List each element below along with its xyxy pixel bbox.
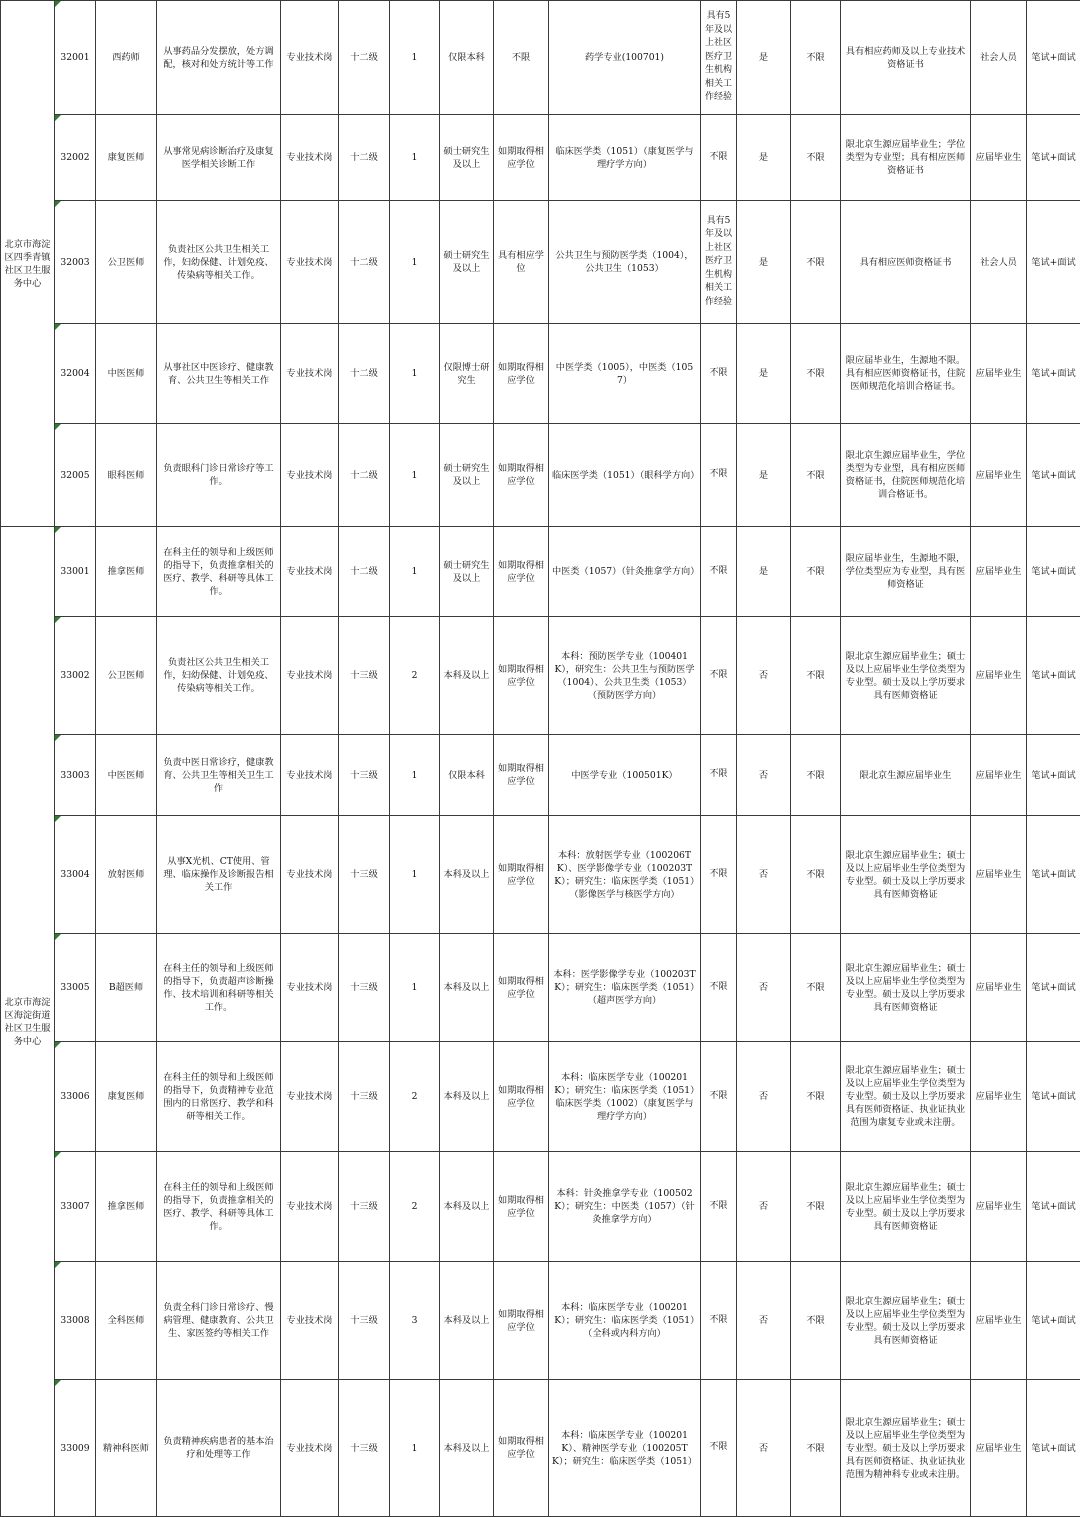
education-requirement: 本科及以上 bbox=[440, 1042, 494, 1152]
position-name: B超医师 bbox=[96, 934, 157, 1042]
table-row bbox=[1, 1042, 1080, 1152]
cell-comment-marker-icon bbox=[55, 1262, 61, 1268]
exam-method: 笔试+面试 bbox=[1027, 816, 1080, 934]
position-name: 精神科医师 bbox=[96, 1380, 157, 1517]
exam-method: 笔试+面试 bbox=[1027, 527, 1080, 617]
major-requirement: 本科：预防医学专业（100401K），研究生：公共卫生与预防医学（1004）、公共卫生类（1053）（预防医学方向） bbox=[549, 617, 701, 735]
position-level: 十二级 bbox=[339, 1, 390, 115]
other-requirements: 限北京生源应届毕业生 bbox=[841, 735, 971, 816]
education-requirement: 本科及以上 bbox=[440, 934, 494, 1042]
position-category: 专业技术岗 bbox=[281, 424, 339, 527]
table-row bbox=[1, 816, 1080, 934]
major-requirement: 中医类（1057）（针灸推拿学方向） bbox=[549, 527, 701, 617]
job-code bbox=[55, 1152, 96, 1262]
job-code-text: 32003 bbox=[60, 257, 89, 268]
experience-requirement: 不限 bbox=[701, 1042, 737, 1152]
position-name: 公卫医师 bbox=[96, 617, 157, 735]
job-code bbox=[55, 324, 96, 424]
cell-comment-marker-icon bbox=[55, 735, 61, 741]
beijing-hukou-requirement: 否 bbox=[737, 735, 791, 816]
beijing-hukou-requirement: 否 bbox=[737, 1042, 791, 1152]
experience-requirement: 不限 bbox=[701, 735, 737, 816]
job-code bbox=[55, 735, 96, 816]
job-code-text: 33003 bbox=[60, 770, 89, 781]
beijing-hukou-requirement: 否 bbox=[737, 617, 791, 735]
position-level: 十二级 bbox=[339, 115, 390, 201]
position-level: 十三级 bbox=[339, 1380, 390, 1517]
table-row bbox=[1, 617, 1080, 735]
recruit-target: 应届毕业生 bbox=[971, 934, 1027, 1042]
job-duty: 从事社区中医诊疗、健康教育、公共卫生等相关工作 bbox=[157, 324, 281, 424]
hiring-count: 1 bbox=[390, 934, 440, 1042]
other-requirements: 限应届毕业生，生源地不限。具有相应医师资格证书，住院医师规范化培训合格证书。 bbox=[841, 324, 971, 424]
cell-comment-marker-icon bbox=[55, 816, 61, 822]
age-requirement: 不限 bbox=[791, 934, 841, 1042]
other-requirements: 限北京生源应届毕业生；硕士及以上应届毕业生学位类型为专业型。硕士及以上学历要求具有医师资格证 bbox=[841, 934, 971, 1042]
other-requirements: 限北京生源应届毕业生，学位类型为专业型，具有相应医师资格证书，住院医师规范化培训合格证书。 bbox=[841, 424, 971, 527]
exam-method: 笔试+面试 bbox=[1027, 617, 1080, 735]
age-requirement: 不限 bbox=[791, 324, 841, 424]
position-level: 十二级 bbox=[339, 324, 390, 424]
experience-requirement: 具有5年及以上社区医疗卫生机构相关工作经验 bbox=[701, 201, 737, 324]
major-requirement: 中医学类（1005），中医类（1057） bbox=[549, 324, 701, 424]
job-code bbox=[55, 424, 96, 527]
major-requirement: 临床医学类（1051）（眼科学方向） bbox=[549, 424, 701, 527]
experience-requirement: 不限 bbox=[701, 1262, 737, 1380]
other-requirements: 限北京生源应届毕业生；学位类型为专业型；具有相应医师资格证书 bbox=[841, 115, 971, 201]
job-duty: 在科主任的领导和上级医师的指导下，负责推拿相关的医疗、教学、科研等具体工作。 bbox=[157, 1152, 281, 1262]
experience-requirement: 具有5年及以上社区医疗卫生机构相关工作经验 bbox=[701, 1, 737, 115]
job-code-text: 33008 bbox=[60, 1315, 89, 1326]
position-level: 十三级 bbox=[339, 735, 390, 816]
table-row bbox=[1, 1262, 1080, 1380]
education-requirement: 本科及以上 bbox=[440, 1152, 494, 1262]
position-name: 中医医师 bbox=[96, 735, 157, 816]
major-requirement: 公共卫生与预防医学类（1004），公共卫生（1053） bbox=[549, 201, 701, 324]
exam-method: 笔试+面试 bbox=[1027, 324, 1080, 424]
job-code-text: 33002 bbox=[60, 670, 89, 681]
hiring-count: 2 bbox=[390, 617, 440, 735]
table-row bbox=[1, 324, 1080, 424]
cell-comment-marker-icon bbox=[55, 527, 61, 533]
table-row bbox=[1, 1380, 1080, 1517]
other-requirements: 限北京生源应届毕业生；硕士及以上应届毕业生学位类型为专业型。硕士及以上学历要求具有医师资格证、执业证执业范围为康复专业或未注册。 bbox=[841, 1042, 971, 1152]
beijing-hukou-requirement: 是 bbox=[737, 1, 791, 115]
position-level: 十二级 bbox=[339, 527, 390, 617]
hiring-count: 1 bbox=[390, 1, 440, 115]
position-category: 专业技术岗 bbox=[281, 816, 339, 934]
job-code bbox=[55, 201, 96, 324]
recruit-target: 应届毕业生 bbox=[971, 1042, 1027, 1152]
cell-comment-marker-icon bbox=[55, 1152, 61, 1158]
degree-requirement: 如期取得相应学位 bbox=[494, 1042, 549, 1152]
job-duty: 负责中医日常诊疗，健康教育、公共卫生等相关卫生工作 bbox=[157, 735, 281, 816]
beijing-hukou-requirement: 否 bbox=[737, 934, 791, 1042]
education-requirement: 本科及以上 bbox=[440, 1262, 494, 1380]
degree-requirement: 如期取得相应学位 bbox=[494, 1262, 549, 1380]
job-code-text: 33001 bbox=[60, 566, 89, 577]
position-category: 专业技术岗 bbox=[281, 201, 339, 324]
degree-requirement: 如期取得相应学位 bbox=[494, 1152, 549, 1262]
position-name: 推拿医师 bbox=[96, 1152, 157, 1262]
cell-comment-marker-icon bbox=[55, 115, 61, 121]
position-level: 十三级 bbox=[339, 1152, 390, 1262]
degree-requirement: 如期取得相应学位 bbox=[494, 527, 549, 617]
education-requirement: 仅限本科 bbox=[440, 735, 494, 816]
job-duty: 负责精神疾病患者的基本治疗和处理等工作 bbox=[157, 1380, 281, 1517]
hiring-count: 1 bbox=[390, 1380, 440, 1517]
beijing-hukou-requirement: 否 bbox=[737, 1380, 791, 1517]
table-row bbox=[1, 735, 1080, 816]
degree-requirement: 具有相应学位 bbox=[494, 201, 549, 324]
position-name: 公卫医师 bbox=[96, 201, 157, 324]
age-requirement: 不限 bbox=[791, 1380, 841, 1517]
position-name: 推拿医师 bbox=[96, 527, 157, 617]
job-code bbox=[55, 1262, 96, 1380]
age-requirement: 不限 bbox=[791, 424, 841, 527]
table-row bbox=[1, 115, 1080, 201]
job-code bbox=[55, 816, 96, 934]
experience-requirement: 不限 bbox=[701, 324, 737, 424]
education-requirement: 硕士研究生及以上 bbox=[440, 115, 494, 201]
position-category: 专业技术岗 bbox=[281, 1262, 339, 1380]
hiring-count: 1 bbox=[390, 735, 440, 816]
education-requirement: 硕士研究生及以上 bbox=[440, 201, 494, 324]
cell-comment-marker-icon bbox=[55, 934, 61, 940]
other-requirements: 限北京生源应届毕业生；硕士及以上应届毕业生学位类型为专业型。硕士及以上学历要求具有医师资格证、执业证执业范围为精神科专业或未注册。 bbox=[841, 1380, 971, 1517]
job-code bbox=[55, 115, 96, 201]
cell-comment-marker-icon bbox=[55, 201, 61, 207]
age-requirement: 不限 bbox=[791, 1, 841, 115]
exam-method: 笔试+面试 bbox=[1027, 934, 1080, 1042]
experience-requirement: 不限 bbox=[701, 617, 737, 735]
cell-comment-marker-icon bbox=[55, 1, 61, 7]
job-code bbox=[55, 617, 96, 735]
job-duty: 从事常见病诊断治疗及康复医学相关诊断工作 bbox=[157, 115, 281, 201]
education-requirement: 本科及以上 bbox=[440, 617, 494, 735]
other-requirements: 限北京生源应届毕业生；硕士及以上应届毕业生学位类型为专业型。硕士及以上学历要求具有医师资格证 bbox=[841, 1262, 971, 1380]
degree-requirement: 如期取得相应学位 bbox=[494, 324, 549, 424]
age-requirement: 不限 bbox=[791, 115, 841, 201]
hiring-count: 1 bbox=[390, 115, 440, 201]
position-name: 西药师 bbox=[96, 1, 157, 115]
degree-requirement: 如期取得相应学位 bbox=[494, 424, 549, 527]
hiring-count: 1 bbox=[390, 527, 440, 617]
major-requirement: 本科：针灸推拿学专业（100502K）；研究生：中医类（1057）（针灸推拿学方向） bbox=[549, 1152, 701, 1262]
major-requirement: 本科：临床医学专业（100201K）；研究生：临床医学类（1051）（全科或内科方向） bbox=[549, 1262, 701, 1380]
job-duty: 在科主任的领导和上级医师的指导下，负责推拿相关的医疗、教学、科研等具体工作。 bbox=[157, 527, 281, 617]
recruit-target: 应届毕业生 bbox=[971, 735, 1027, 816]
exam-method: 笔试+面试 bbox=[1027, 115, 1080, 201]
job-code-text: 33007 bbox=[60, 1201, 89, 1212]
other-requirements: 具有相应药师及以上专业技术资格证书 bbox=[841, 1, 971, 115]
job-code-text: 32002 bbox=[60, 152, 89, 163]
job-code-text: 33004 bbox=[60, 869, 89, 880]
education-requirement: 仅限本科 bbox=[440, 1, 494, 115]
job-duty: 负责全科门诊日常诊疗、慢病管理、健康教育、公共卫生、家医签约等相关工作 bbox=[157, 1262, 281, 1380]
job-code-text: 32001 bbox=[60, 52, 89, 63]
exam-method: 笔试+面试 bbox=[1027, 1042, 1080, 1152]
recruit-target: 应届毕业生 bbox=[971, 324, 1027, 424]
major-requirement: 药学专业(100701) bbox=[549, 1, 701, 115]
job-code bbox=[55, 1, 96, 115]
education-requirement: 硕士研究生及以上 bbox=[440, 424, 494, 527]
degree-requirement: 如期取得相应学位 bbox=[494, 115, 549, 201]
experience-requirement: 不限 bbox=[701, 1152, 737, 1262]
age-requirement: 不限 bbox=[791, 617, 841, 735]
degree-requirement: 如期取得相应学位 bbox=[494, 1380, 549, 1517]
age-requirement: 不限 bbox=[791, 1262, 841, 1380]
position-category: 专业技术岗 bbox=[281, 934, 339, 1042]
table-row bbox=[1, 1, 1080, 115]
position-category: 专业技术岗 bbox=[281, 1, 339, 115]
cell-comment-marker-icon bbox=[55, 424, 61, 430]
cell-comment-marker-icon bbox=[55, 324, 61, 330]
beijing-hukou-requirement: 是 bbox=[737, 527, 791, 617]
hiring-count: 1 bbox=[390, 324, 440, 424]
table-row bbox=[1, 934, 1080, 1042]
employer-name: 北京市海淀区海淀街道社区卫生服务中心 bbox=[1, 527, 55, 1517]
job-duty: 负责眼科门诊日常诊疗等工作。 bbox=[157, 424, 281, 527]
hiring-count: 2 bbox=[390, 1042, 440, 1152]
experience-requirement: 不限 bbox=[701, 424, 737, 527]
major-requirement: 中医学专业（100501K） bbox=[549, 735, 701, 816]
beijing-hukou-requirement: 是 bbox=[737, 324, 791, 424]
recruit-target: 应届毕业生 bbox=[971, 115, 1027, 201]
position-level: 十三级 bbox=[339, 816, 390, 934]
exam-method: 笔试+面试 bbox=[1027, 1262, 1080, 1380]
position-category: 专业技术岗 bbox=[281, 617, 339, 735]
job-code bbox=[55, 1380, 96, 1517]
degree-requirement: 如期取得相应学位 bbox=[494, 617, 549, 735]
job-duty: 在科主任的领导和上级医师的指导下，负责超声诊断操作、技术培训和科研等相关工作。 bbox=[157, 934, 281, 1042]
position-name: 康复医师 bbox=[96, 115, 157, 201]
age-requirement: 不限 bbox=[791, 201, 841, 324]
exam-method: 笔试+面试 bbox=[1027, 1, 1080, 115]
age-requirement: 不限 bbox=[791, 816, 841, 934]
hiring-count: 2 bbox=[390, 1152, 440, 1262]
position-category: 专业技术岗 bbox=[281, 115, 339, 201]
recruit-target: 应届毕业生 bbox=[971, 1262, 1027, 1380]
major-requirement: 本科：临床医学专业（100201K）、精神医学专业（100205TK）；研究生：临床医学类（1051） bbox=[549, 1380, 701, 1517]
table-body bbox=[1, 1, 1080, 1517]
age-requirement: 不限 bbox=[791, 735, 841, 816]
position-name: 眼科医师 bbox=[96, 424, 157, 527]
position-category: 专业技术岗 bbox=[281, 527, 339, 617]
job-code-text: 32004 bbox=[60, 368, 89, 379]
cell-comment-marker-icon bbox=[55, 1380, 61, 1386]
degree-requirement: 如期取得相应学位 bbox=[494, 735, 549, 816]
job-code-text: 32005 bbox=[60, 470, 89, 481]
employer-name: 北京市海淀区四季青镇社区卫生服务中心 bbox=[1, 1, 55, 527]
other-requirements: 限北京生源应届毕业生；硕士及以上应届毕业生学位类型为专业型。硕士及以上学历要求具有医师资格证 bbox=[841, 617, 971, 735]
beijing-hukou-requirement: 否 bbox=[737, 816, 791, 934]
age-requirement: 不限 bbox=[791, 527, 841, 617]
hiring-count: 1 bbox=[390, 424, 440, 527]
degree-requirement: 不限 bbox=[494, 1, 549, 115]
position-level: 十三级 bbox=[339, 1262, 390, 1380]
table-row bbox=[1, 424, 1080, 527]
experience-requirement: 不限 bbox=[701, 816, 737, 934]
education-requirement: 本科及以上 bbox=[440, 816, 494, 934]
age-requirement: 不限 bbox=[791, 1042, 841, 1152]
beijing-hukou-requirement: 否 bbox=[737, 1152, 791, 1262]
position-category: 专业技术岗 bbox=[281, 1380, 339, 1517]
exam-method: 笔试+面试 bbox=[1027, 1152, 1080, 1262]
major-requirement: 本科：医学影像学专业（100203TK）；研究生：临床医学类（1051）（超声医学方向） bbox=[549, 934, 701, 1042]
exam-method: 笔试+面试 bbox=[1027, 424, 1080, 527]
recruit-target: 社会人员 bbox=[971, 201, 1027, 324]
recruit-target: 应届毕业生 bbox=[971, 424, 1027, 527]
position-level: 十三级 bbox=[339, 934, 390, 1042]
hiring-count: 1 bbox=[390, 816, 440, 934]
job-duty: 从事药品分发摆放，处方调配，核对和处方统计等工作 bbox=[157, 1, 281, 115]
job-duty: 负责社区公共卫生相关工作，妇幼保健、计划免疫、传染病等相关工作。 bbox=[157, 617, 281, 735]
education-requirement: 仅限博士研究生 bbox=[440, 324, 494, 424]
other-requirements: 具有相应医师资格证书 bbox=[841, 201, 971, 324]
major-requirement: 本科：临床医学专业（100201K）；研究生：临床医学类（1051）临床医学类（1002）（康复医学与理疗学方向） bbox=[549, 1042, 701, 1152]
job-duty: 从事X光机、CT使用、管理、临床操作及诊断报告相关工作 bbox=[157, 816, 281, 934]
recruit-target: 社会人员 bbox=[971, 1, 1027, 115]
cell-comment-marker-icon bbox=[55, 617, 61, 623]
position-category: 专业技术岗 bbox=[281, 1152, 339, 1262]
recruit-target: 应届毕业生 bbox=[971, 617, 1027, 735]
job-code bbox=[55, 1042, 96, 1152]
major-requirement: 本科：放射医学专业（100206TK）、医学影像学专业（100203TK）；研究生：临床医学类（1051）（影像医学与核医学方向） bbox=[549, 816, 701, 934]
exam-method: 笔试+面试 bbox=[1027, 1380, 1080, 1517]
other-requirements: 限应届毕业生，生源地不限，学位类型应为专业型，具有医师资格证 bbox=[841, 527, 971, 617]
education-requirement: 硕士研究生及以上 bbox=[440, 527, 494, 617]
job-code-text: 33005 bbox=[60, 982, 89, 993]
degree-requirement: 如期取得相应学位 bbox=[494, 816, 549, 934]
recruit-target: 应届毕业生 bbox=[971, 1152, 1027, 1262]
position-category: 专业技术岗 bbox=[281, 1042, 339, 1152]
exam-method: 笔试+面试 bbox=[1027, 201, 1080, 324]
table-row bbox=[1, 1152, 1080, 1262]
age-requirement: 不限 bbox=[791, 1152, 841, 1262]
experience-requirement: 不限 bbox=[701, 115, 737, 201]
table-row bbox=[1, 527, 1080, 617]
exam-method: 笔试+面试 bbox=[1027, 735, 1080, 816]
position-name: 中医医师 bbox=[96, 324, 157, 424]
cell-comment-marker-icon bbox=[55, 1042, 61, 1048]
experience-requirement: 不限 bbox=[701, 1380, 737, 1517]
experience-requirement: 不限 bbox=[701, 527, 737, 617]
job-code bbox=[55, 934, 96, 1042]
table-row bbox=[1, 201, 1080, 324]
job-code-text: 33009 bbox=[60, 1443, 89, 1454]
degree-requirement: 如期取得相应学位 bbox=[494, 934, 549, 1042]
position-level: 十二级 bbox=[339, 201, 390, 324]
position-category: 专业技术岗 bbox=[281, 735, 339, 816]
education-requirement: 本科及以上 bbox=[440, 1380, 494, 1517]
beijing-hukou-requirement: 是 bbox=[737, 424, 791, 527]
beijing-hukou-requirement: 是 bbox=[737, 201, 791, 324]
position-name: 全科医师 bbox=[96, 1262, 157, 1380]
job-duty: 在科主任的领导和上级医师的指导下，负责精神专业范围内的日常医疗、教学和科研等相关工作。 bbox=[157, 1042, 281, 1152]
beijing-hukou-requirement: 是 bbox=[737, 115, 791, 201]
experience-requirement: 不限 bbox=[701, 934, 737, 1042]
job-code-text: 33006 bbox=[60, 1091, 89, 1102]
recruit-target: 应届毕业生 bbox=[971, 816, 1027, 934]
major-requirement: 临床医学类（1051）（康复医学与理疗学方向） bbox=[549, 115, 701, 201]
hiring-count: 3 bbox=[390, 1262, 440, 1380]
position-level: 十三级 bbox=[339, 617, 390, 735]
recruit-target: 应届毕业生 bbox=[971, 527, 1027, 617]
job-duty: 负责社区公共卫生相关工作，妇幼保健、计划免疫、传染病等相关工作。 bbox=[157, 201, 281, 324]
job-code bbox=[55, 527, 96, 617]
position-level: 十二级 bbox=[339, 424, 390, 527]
position-name: 放射医师 bbox=[96, 816, 157, 934]
other-requirements: 限北京生源应届毕业生；硕士及以上应届毕业生学位类型为专业型。硕士及以上学历要求具有医师资格证 bbox=[841, 816, 971, 934]
recruit-target: 应届毕业生 bbox=[971, 1380, 1027, 1517]
position-category: 专业技术岗 bbox=[281, 324, 339, 424]
position-level: 十三级 bbox=[339, 1042, 390, 1152]
other-requirements: 限北京生源应届毕业生；硕士及以上应届毕业生学位类型为专业型。硕士及以上学历要求具有医师资格证 bbox=[841, 1152, 971, 1262]
hiring-count: 1 bbox=[390, 201, 440, 324]
beijing-hukou-requirement: 否 bbox=[737, 1262, 791, 1380]
position-name: 康复医师 bbox=[96, 1042, 157, 1152]
